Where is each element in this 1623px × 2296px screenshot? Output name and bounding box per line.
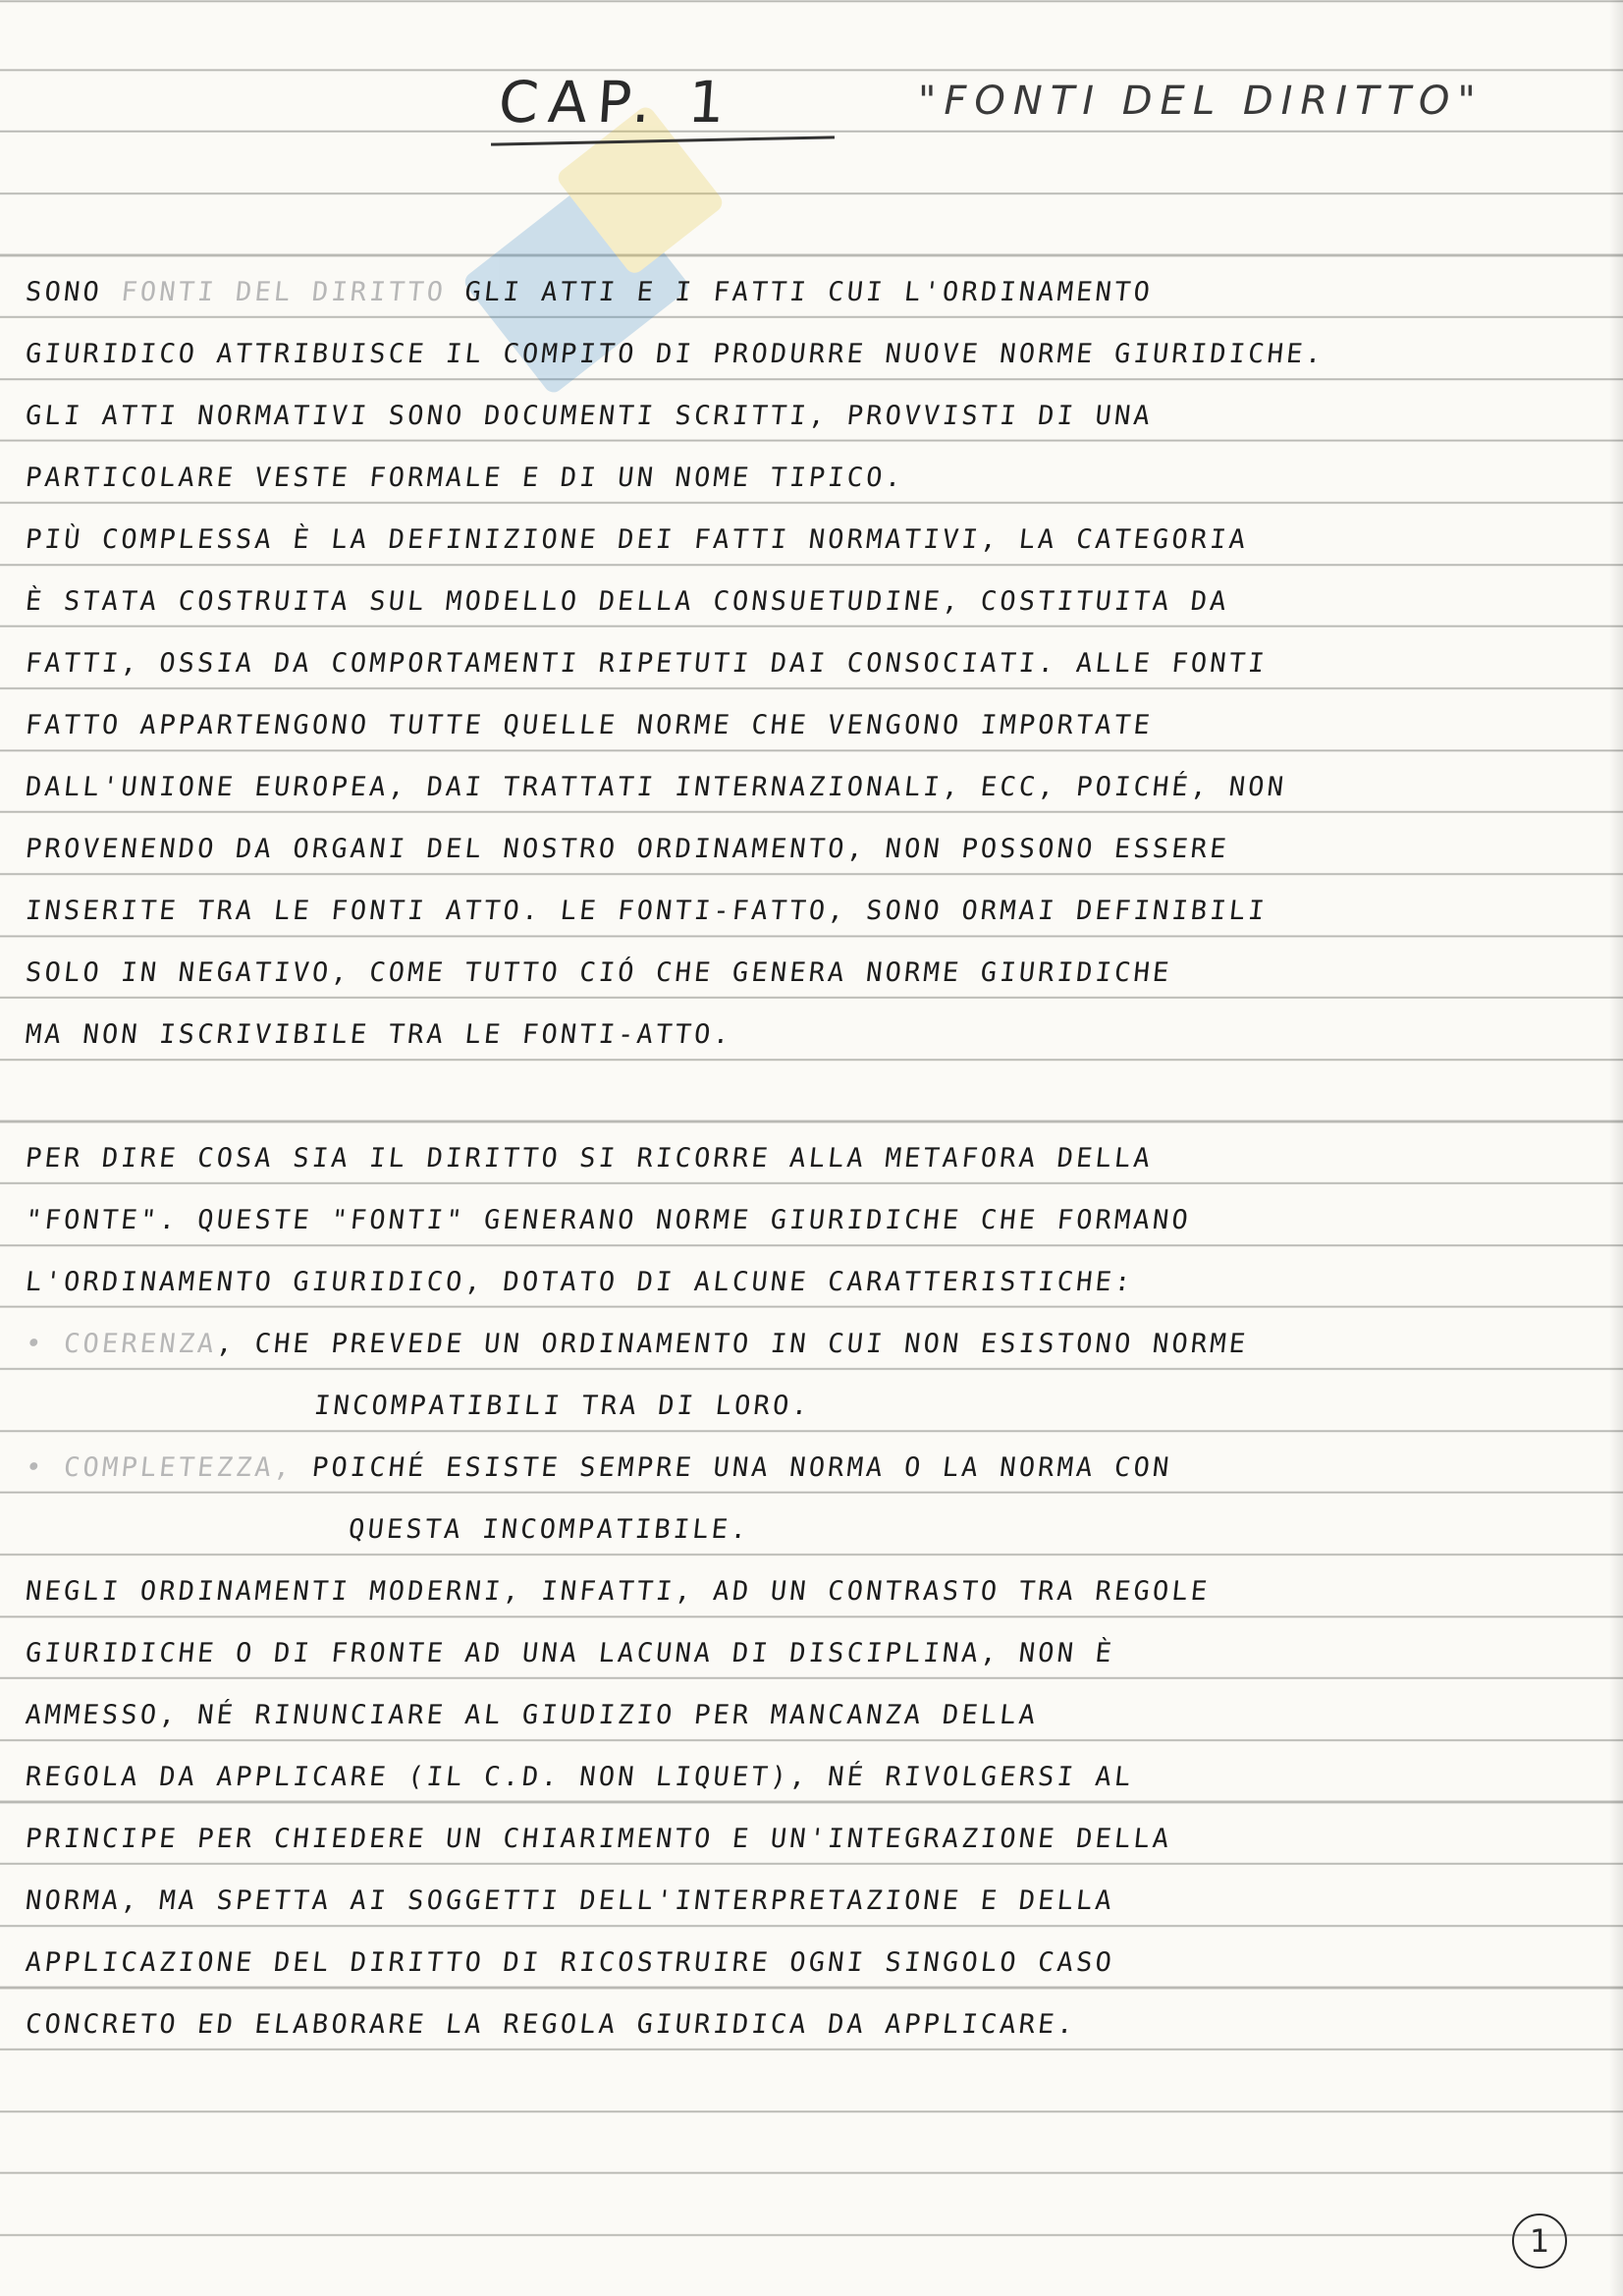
page-number: 1 bbox=[1512, 2214, 1567, 2269]
paragraph-1-line-13: MA NON ISCRIVIBILE TRA LE FONTI-ATTO. bbox=[24, 1019, 734, 1050]
page-edge bbox=[1609, 0, 1623, 2296]
text-segment: SONO bbox=[24, 277, 123, 307]
highlighted-term: FONTI DEL DIRITTO bbox=[119, 277, 448, 307]
paragraph-3-line-1: NEGLI ORDINAMENTI MODERNI, INFATTI, AD UN CONTRASTO TRA REGOLE bbox=[24, 1576, 1212, 1607]
paragraph-3-line-6: NORMA, MA SPETTA AI SOGGETTI DELL'INTERPRETAZIONE E DELLA bbox=[24, 1886, 1116, 1916]
paragraph-1-line-5: PIÙ COMPLESSA È LA DEFINIZIONE DEI FATTI NORMATIVI, LA CATEGORIA bbox=[24, 524, 1250, 555]
paragraph-3-line-8: CONCRETO ED ELABORARE LA REGOLA GIURIDICA DA APPLICARE. bbox=[24, 2009, 1078, 2040]
paragraph-1-line-10: PROVENENDO DA ORGANI DEL NOSTRO ORDINAMENTO, NON POSSONO ESSERE bbox=[24, 834, 1231, 864]
paragraph-1-line-6: È STATA COSTRUITA SUL MODELLO DELLA CONSUETUDINE, COSTITUITA DA bbox=[24, 586, 1231, 617]
paragraph-1-line-2: GIURIDICO ATTRIBUISCE IL COMPITO DI PRODURRE NUOVE NORME GIURIDICHE. bbox=[24, 339, 1326, 369]
chapter-heading: CAP. 1 bbox=[496, 69, 737, 136]
bullet-completezza bbox=[23, 1444, 1598, 1493]
paragraph-1-line-8: FATTO APPARTENGONO TUTTE QUELLE NORME CHE VENGONO IMPORTATE bbox=[24, 710, 1155, 740]
paragraph-1-line-1 bbox=[23, 268, 1598, 317]
bullet-coerenza-continuation: INCOMPATIBILI TRA DI LORO. bbox=[312, 1391, 813, 1421]
paragraph-3-line-4: REGOLA DA APPLICARE (IL C.D. NON LIQUET), NÉ RIVOLGERSI AL bbox=[24, 1762, 1136, 1792]
page-title bbox=[0, 69, 1623, 137]
paragraph-3-line-3: AMMESSO, NÉ RINUNCIARE AL GIUDIZIO PER MANCANZA DELLA bbox=[24, 1700, 1040, 1730]
paragraph-1-line-12: SOLO IN NEGATIVO, COME TUTTO CIÓ CHE GENERA NORME GIURIDICHE bbox=[24, 957, 1174, 988]
paragraph-2-line-3: L'ORDINAMENTO GIURIDICO, DOTATO DI ALCUNE CARATTERISTICHE: bbox=[24, 1267, 1136, 1297]
text-segment: , CHE PREVEDE UN ORDINAMENTO IN CUI NON ESISTONO NORME bbox=[215, 1329, 1250, 1359]
text-segment: POICHÉ ESISTE SEMPRE UNA NORMA O LA NORMA CON bbox=[291, 1452, 1174, 1483]
bullet-dot: • bbox=[24, 1329, 66, 1359]
paragraph-3-line-2: GIURIDICHE O DI FRONTE AD UNA LACUNA DI DISCIPLINA, NON È bbox=[24, 1638, 1116, 1668]
paragraph-1-line-3: GLI ATTI NORMATIVI SONO DOCUMENTI SCRITTI, PROVVISTI DI UNA bbox=[24, 401, 1155, 431]
bullet-completezza-continuation: QUESTA INCOMPATIBILE. bbox=[347, 1514, 752, 1545]
chapter-subtitle: "FONTI DEL DIRITTO" bbox=[918, 79, 1484, 124]
highlighted-term: COERENZA bbox=[62, 1329, 219, 1359]
paragraph-1-line-11: INSERITE TRA LE FONTI ATTO. LE FONTI-FATTO, SONO ORMAI DEFINIBILI bbox=[24, 896, 1270, 926]
paragraph-2-line-2: "FONTE". QUESTE "FONTI" GENERANO NORME GIURIDICHE CHE FORMANO bbox=[24, 1205, 1193, 1235]
paragraph-1-line-4: PARTICOLARE VESTE FORMALE E DI UN NOME TIPICO. bbox=[24, 463, 906, 493]
paragraph-2-line-1: PER DIRE COSA SIA IL DIRITTO SI RICORRE ALLA METAFORA DELLA bbox=[24, 1143, 1155, 1174]
paragraph-1-line-7: FATTI, OSSIA DA COMPORTAMENTI RIPETUTI DAI CONSOCIATI. ALLE FONTI bbox=[24, 648, 1270, 679]
paragraph-1-line-9: DALL'UNIONE EUROPEA, DAI TRATTATI INTERNAZIONALI, ECC, POICHÉ, NON bbox=[24, 772, 1288, 802]
paragraph-3-line-5: PRINCIPE PER CHIEDERE UN CHIARIMENTO E UN'INTEGRAZIONE DELLA bbox=[24, 1824, 1174, 1854]
bullet-coerenza bbox=[23, 1320, 1598, 1369]
paragraph-3-line-7: APPLICAZIONE DEL DIRITTO DI RICOSTRUIRE OGNI SINGOLO CASO bbox=[24, 1947, 1116, 1978]
bullet-dot: • bbox=[24, 1452, 66, 1483]
highlighted-term: COMPLETEZZA, bbox=[62, 1452, 296, 1483]
text-segment: GLI ATTI E I FATTI CUI L'ORDINAMENTO bbox=[444, 277, 1155, 307]
